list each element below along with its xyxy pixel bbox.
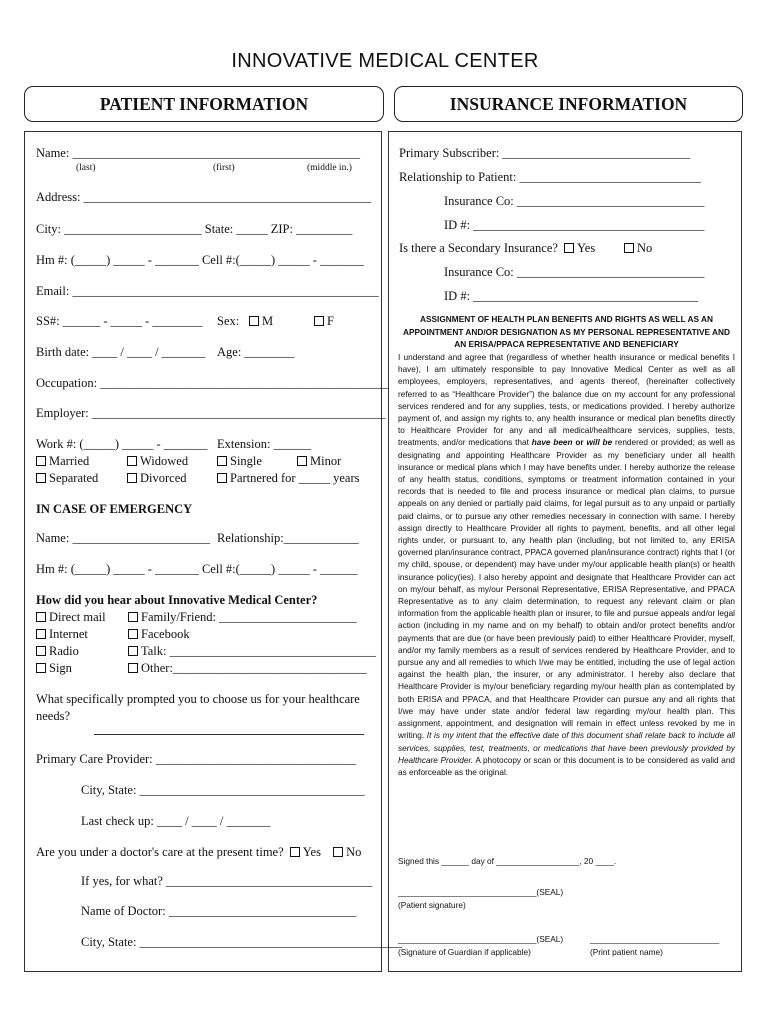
name-field[interactable]: Name: ______________________________________________ (36, 146, 360, 160)
checkbox-icon[interactable] (217, 473, 227, 483)
assignment-paragraph (398, 352, 735, 779)
doctor-care-yes-label: Yes (302, 845, 321, 859)
if-yes-field[interactable]: If yes, for what? _________________________________ (81, 874, 373, 888)
minor-label: Minor (310, 454, 342, 468)
facebook-option[interactable] (128, 627, 190, 642)
separated-label: Separated (49, 471, 99, 485)
age-field[interactable]: Age: ________ (217, 345, 295, 359)
checkbox-icon[interactable] (128, 629, 138, 639)
primary-care-provider-field[interactable]: Primary Care Provider: ________________________________ (36, 752, 356, 766)
print-name-line[interactable]: ____________________________ (590, 934, 720, 944)
checkbox-icon[interactable] (128, 612, 138, 622)
facebook-label: Facebook (141, 627, 190, 641)
single-option[interactable] (217, 454, 262, 469)
sex-f-label: F (327, 314, 334, 328)
doctor-care-no-label: No (346, 845, 362, 859)
occupation-field[interactable]: Occupation: ______________________________________________ (36, 376, 388, 390)
married-label: Married (49, 454, 90, 468)
will-be-text: will be (586, 438, 613, 448)
secondary-yes-option[interactable] (564, 241, 595, 256)
widowed-option[interactable] (127, 454, 188, 469)
checkbox-icon[interactable] (36, 612, 46, 622)
checkbox-icon[interactable] (297, 456, 307, 466)
emergency-phones-field[interactable]: Hm #: (_____) _____ - _______ Cell #:(_____) _____ - ______ (36, 562, 358, 576)
doctor-care-yes[interactable] (290, 845, 321, 859)
checkbox-icon[interactable] (128, 663, 138, 673)
last-checkup-field[interactable]: Last check up: ____ / ____ / _______ (81, 814, 271, 828)
home-cell-phone-field[interactable]: Hm #: (_____) _____ - _______ Cell #:(_____) _____ - _______ (36, 253, 364, 267)
or-text: or (575, 438, 584, 448)
assignment-text-2: rendered or provided; as well as designating and appointing Healthcare Provider as my beneficiary under all health insurance or medical plans which I may have benefits under. I hereby authorize the release of any health status, conditions, symptoms or treatment information contained in your records that is needed to file and process insurance or medical plan claims, to pursue appeals on any denied or partially paid claims, for legal pursuit as to any unpaid or partially paid claims, or to pursue any other remedies necessary in connection with same. I hereby assign directly to Healthcare Provider all rights to payment, benefits, and all other legal rights under, or pursuant to, any health plan (including, but not limited to, any ERISA governed plan/insurance contract, PPACA governed plan/insurance contract) rights that I (or my child, spouse, or dependent) may have under my/our applicable health plan(s) or health insurance policy(ies). I also hereby appoint and designate that Healthcare Provider can act on my/our behalf, as my/our Personal Representative, ERISA Representative, and PPACA Representative as to any claim determination, to request any relevant claim or plan information from the applicable health plan or insurer, to file and pursue appeals and/or legal action (including in my name and on my behalf) to obtain and/or protect benefits and/or payments that are due (or have been previously paid) to either Healthcare Provider, myself, and/or my family members as a result of services rendered by Healthcare Provider, and to pursue any and all remedies to which I/we may be entitled, including the use of legal action against the health plan, the insurer, or any administrator. I hereby also declare that Healthcare Provider is my/our beneficiary regarding my/our health plan as contemplated by both ERISA and PPACA, and that Healthcare Provider can pursue any and all rights that I/we may have under state and/or federal law regarding my/our health plan. This assignment, appointment, and designation will remain in effect unless revoked by me in writing. (398, 438, 735, 741)
direct-mail-label: Direct mail (49, 610, 106, 624)
email-field[interactable]: Email: _________________________________________________ (36, 284, 379, 298)
extension-field[interactable]: Extension: ______ (217, 437, 312, 451)
secondary-insurance-company-field[interactable]: Insurance Co: ______________________________ (444, 265, 705, 279)
secondary-insurance-id-field[interactable]: ID #: ____________________________________ (444, 289, 699, 303)
single-label: Single (230, 454, 262, 468)
married-option[interactable] (36, 454, 89, 469)
patient-signature-line[interactable]: ______________________________(SEAL) (398, 887, 564, 897)
checkbox-icon[interactable] (36, 629, 46, 639)
radio-label: Radio (49, 644, 79, 658)
doctor-care-question (36, 845, 361, 860)
minor-option[interactable] (297, 454, 341, 469)
family-friend-label: Family/Friend: ______________________ (141, 610, 357, 624)
separated-option[interactable] (36, 471, 98, 486)
prompted-question-line1: What specifically prompted you to choose us for your healthcare (36, 692, 360, 706)
widowed-label: Widowed (140, 454, 189, 468)
checkbox-icon[interactable] (127, 456, 137, 466)
checkbox-icon[interactable] (127, 473, 137, 483)
other-option[interactable] (128, 661, 367, 676)
secondary-yes-label: Yes (577, 241, 596, 255)
assignment-text-3: A photocopy or scan or this document is to be considered as valid and as enforceable as the original. (398, 755, 735, 777)
sign-option[interactable] (36, 661, 72, 676)
insurance-info-header (394, 86, 743, 122)
talk-label: Talk: _________________________________ (141, 644, 376, 658)
other-label: Other:_______________________________ (141, 661, 367, 675)
insurance-company-field[interactable]: Insurance Co: ______________________________ (444, 194, 705, 208)
employer-field[interactable]: Employer: _______________________________________________ (36, 406, 386, 420)
work-phone-field[interactable]: Work #: (_____) _____ - _______ (36, 437, 208, 451)
have-been-text: have been (531, 438, 573, 448)
checkbox-icon[interactable] (564, 243, 574, 253)
patient-info-header-text: PATIENT INFORMATION (99, 93, 309, 114)
guardian-signature-line[interactable]: ______________________________(SEAL) (398, 934, 564, 944)
emergency-header: IN CASE OF EMERGENCY (36, 502, 193, 516)
name-last-caption: (last) (76, 163, 96, 173)
partnered-option[interactable] (217, 471, 359, 486)
sex-f-option[interactable] (314, 314, 334, 329)
doctor-city-state-field[interactable]: City, State: __________________________________________ (81, 935, 403, 949)
assignment-text-1: I understand and agree that (regardless of whether health insurance or medical benefits I have), I am ultimately responsible to pay Innovative Medical Center as well as all employees, employers, representatives, and agents thereof, (hereinafter collectively referred to as “Healthcare Provider”) the balance due on my account for any professional services rendered and for any supplies, tests, or medications provided. I hereby authorize payment of, and assign my rights to, any health insurance or medical plan benefits directly to Healthcare Provider for any and all medical/healthcare services, supplies, tests, treatments, and/or medications that (398, 353, 735, 448)
doctor-name-field[interactable]: Name of Doctor: ______________________________ (81, 904, 357, 918)
checkbox-icon[interactable] (36, 473, 46, 483)
divorced-label: Divorced (140, 471, 187, 485)
signed-date-field[interactable]: Signed this ______ day of __________________, 20 ____. (398, 856, 617, 866)
emergency-name-field[interactable]: Name: ______________________ (36, 531, 210, 545)
primary-subscriber-field[interactable]: Primary Subscriber: ______________________________ (399, 146, 690, 160)
internet-label: Internet (49, 627, 88, 641)
direct-mail-option[interactable] (36, 610, 106, 625)
checkbox-icon[interactable] (128, 646, 138, 656)
sex-label: Sex: (217, 314, 240, 328)
sign-label: Sign (49, 661, 72, 675)
checkbox-icon[interactable] (36, 646, 46, 656)
print-name-caption: (Print patient name) (590, 947, 663, 957)
relationship-to-patient-field[interactable]: Relationship to Patient: _____________________________ (399, 170, 701, 184)
talk-option[interactable] (128, 644, 376, 659)
hear-question: How did you hear about Innovative Medical Center? (36, 593, 318, 607)
sex-m-label: M (262, 314, 274, 328)
assignment-italic-text: It is my intent that the effective date of this document shall relate back to include all services, supplies, test, treatments, or medications that have been previously provided by Healthcare Provider. (398, 731, 735, 765)
internet-option[interactable] (36, 627, 88, 642)
secondary-no-label: No (637, 241, 653, 255)
patient-signature-caption: (Patient signature) (398, 900, 466, 910)
family-friend-option[interactable] (128, 610, 357, 625)
checkbox-icon[interactable] (624, 243, 634, 253)
doctor-care-label: Are you under a doctor's care at the present time? (36, 845, 284, 859)
checkbox-icon[interactable] (249, 316, 259, 326)
checkbox-icon[interactable] (290, 847, 300, 857)
prompted-question-line2: needs? (36, 709, 71, 723)
secondary-no-option[interactable] (624, 241, 652, 256)
assignment-title: ASSIGNMENT OF HEALTH PLAN BENEFITS AND RIGHTS AS WELL AS AN APPOINTMENT AND/OR DESIGNATION AS MY PERSONAL REPRESENTATIVE AND AN ERISA/PPACA REPRESENTATIVE AND BENEFICIARY (403, 314, 730, 349)
birth-date-field[interactable]: Birth date: ____ / ____ / _______ (36, 345, 206, 359)
doctor-care-no[interactable] (333, 845, 361, 859)
patient-info-header (24, 86, 384, 122)
insurance-id-field[interactable]: ID #: _____________________________________ (444, 218, 705, 232)
checkbox-icon[interactable] (36, 663, 46, 673)
radio-option[interactable] (36, 644, 79, 659)
prompted-answer-line[interactable] (94, 734, 364, 735)
sex-m-option[interactable] (249, 314, 273, 329)
city-state-zip-field[interactable]: City: ______________________ State: _____ ZIP: _________ (36, 222, 353, 236)
guardian-signature-caption: (Signature of Guardian if applicable) (398, 947, 531, 957)
address-field[interactable]: Address: ______________________________________________ (36, 190, 372, 204)
name-first-caption: (first) (213, 163, 235, 173)
divorced-option[interactable] (127, 471, 187, 486)
checkbox-icon[interactable] (333, 847, 343, 857)
partnered-label: Partnered for _____ years (230, 471, 360, 485)
checkbox-icon[interactable] (217, 456, 227, 466)
emergency-relationship-field[interactable]: Relationship:____________ (217, 531, 359, 545)
secondary-insurance-question: Is there a Secondary Insurance? (399, 241, 558, 255)
pcp-city-state-field[interactable]: City, State: ____________________________________ (81, 783, 365, 797)
insurance-info-header-text: INSURANCE INFORMATION (449, 93, 688, 114)
checkbox-icon[interactable] (36, 456, 46, 466)
form-title: INNOVATIVE MEDICAL CENTER (231, 50, 539, 72)
checkbox-icon[interactable] (314, 316, 324, 326)
name-middle-caption: (middle in.) (307, 163, 352, 173)
ssn-field[interactable]: SS#: ______ - _____ - ________ (36, 314, 203, 328)
